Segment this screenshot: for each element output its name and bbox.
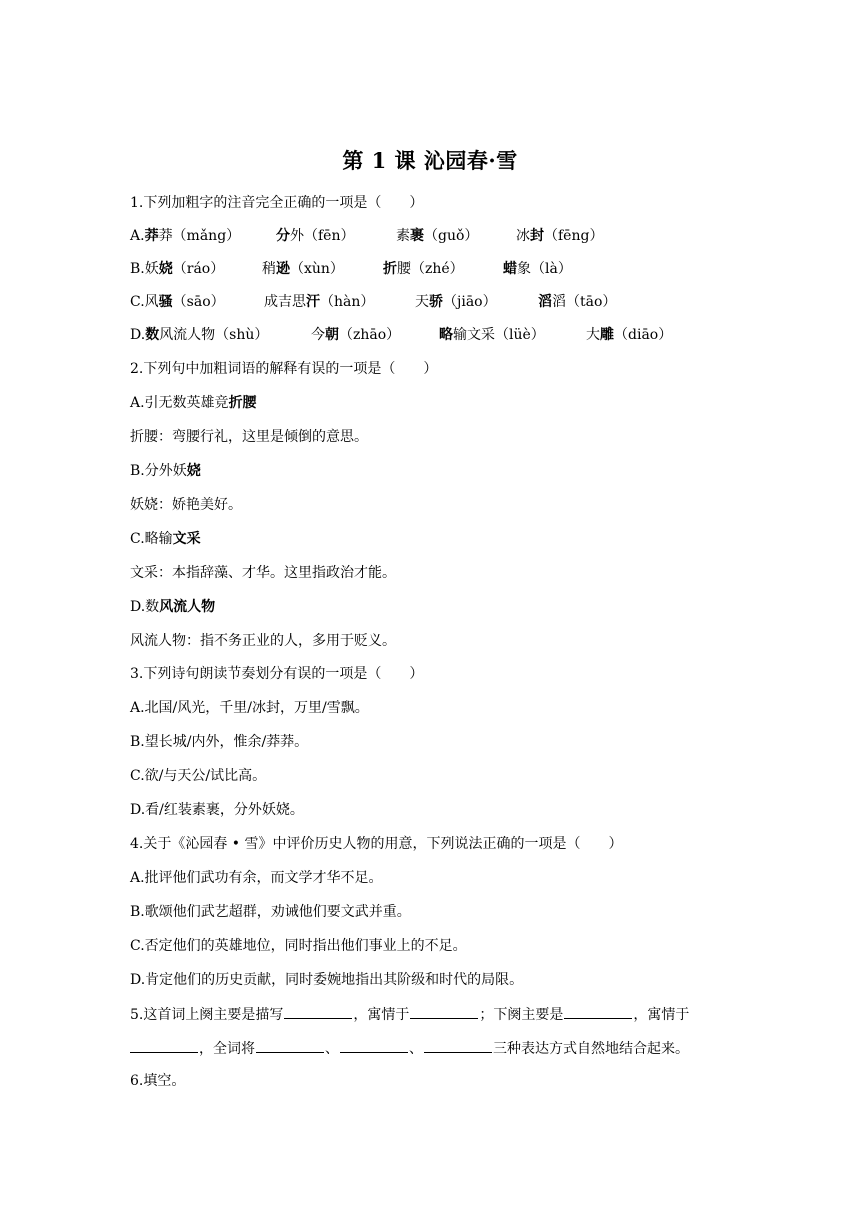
fill-blank[interactable] xyxy=(564,1003,632,1019)
q3-stem: 3.下列诗句朗读节奏划分有误的一项是（ ） xyxy=(130,666,424,682)
q1-stem: 1.下列加粗字的注音完全正确的一项是（ ） xyxy=(130,195,424,211)
q2-option-a: A.引无数英雄竞折腰 xyxy=(130,395,257,411)
page-title: 第 1 课 沁园春·雪 xyxy=(342,148,518,173)
q3-option-c: C.欲/与天公/试比高。 xyxy=(130,768,267,784)
q3-option-d: D.看/红装素裹，分外妖娆。 xyxy=(130,802,304,818)
q1-c-item-2: 成吉思汗（hàn） xyxy=(264,294,375,310)
fill-blank[interactable] xyxy=(130,1037,198,1053)
q4-option-b: B.歌颂他们武艺超群，劝诫他们要文武并重。 xyxy=(130,904,411,920)
q1-c-item-3: 天骄（jiāo） xyxy=(415,294,497,310)
fill-blank[interactable] xyxy=(410,1003,478,1019)
fill-blank[interactable] xyxy=(424,1037,492,1053)
q2-explanation-c: 文采：本指辞藻、才华。这里指政治才能。 xyxy=(130,565,396,581)
q1-d-item-3: 略输文采（lüè） xyxy=(439,327,545,343)
fill-blank[interactable] xyxy=(256,1037,324,1053)
q5-line-2: ，全词将 、 、 三种表达方式自然地结合起来。 xyxy=(130,1037,740,1059)
q1-a-item-1: A.莽莽（mǎng） xyxy=(130,228,241,244)
q4-option-a: A.批评他们武功有余，而文学才华不足。 xyxy=(130,870,383,886)
q1-a-item-4: 冰封（fēng） xyxy=(516,228,604,244)
fill-blank[interactable] xyxy=(340,1037,408,1053)
q1-b-item-2: 稍逊（xùn） xyxy=(262,261,344,277)
q1-b-item-3: 折腰（zhé） xyxy=(383,261,464,277)
q2-stem: 2.下列句中加粗词语的解释有误的一项是（ ） xyxy=(130,361,438,377)
q1-a-item-3: 素裹（guǒ） xyxy=(396,228,479,244)
q1-c-item-1: C.风骚（sāo） xyxy=(130,294,225,310)
fill-blank[interactable] xyxy=(284,1003,352,1019)
q5-line-1: 5.这首词上阕主要是描写 ，寓情于 ；下阕主要是 ，寓情于 xyxy=(130,1003,740,1025)
q1-b-item-4: 蜡象（là） xyxy=(503,261,572,277)
q4-stem: 4.关于《沁园春 • 雪》中评价历史人物的用意，下列说法正确的一项是（ ） xyxy=(130,836,623,852)
q1-a-item-2: 分外（fēn） xyxy=(276,228,355,244)
q2-option-b: B.分外妖娆 xyxy=(130,463,201,479)
q1-d-item-1: D.数风流人物（shù） xyxy=(130,327,269,343)
q3-option-a: A.北国/风光，千里/冰封，万里/雪飘。 xyxy=(130,700,369,716)
q4-option-c: C.否定他们的英雄地位，同时指出他们事业上的不足。 xyxy=(130,938,467,954)
q2-option-c: C.略输文采 xyxy=(130,531,201,547)
q1-d-item-4: 大雕（diāo） xyxy=(586,327,673,343)
q2-option-d: D.数风流人物 xyxy=(130,599,216,615)
q2-explanation-d: 风流人物：指不务正业的人，多用于贬义。 xyxy=(130,633,396,649)
q2-explanation-b: 妖娆：娇艳美好。 xyxy=(130,497,242,513)
q4-option-d: D.肯定他们的历史贡献，同时委婉地指出其阶级和时代的局限。 xyxy=(130,972,524,988)
q1-b-item-1: B.妖娆（ráo） xyxy=(130,261,225,277)
q1-d-item-2: 今朝（zhāo） xyxy=(311,327,401,343)
q1-c-item-4: 滔滔（tāo） xyxy=(538,294,617,310)
q3-option-b: B.望长城/内外，惟余/莽莽。 xyxy=(130,734,309,750)
q6-stem: 6.填空。 xyxy=(130,1073,186,1089)
q2-explanation-a: 折腰：弯腰行礼，这里是倾倒的意思。 xyxy=(130,429,368,445)
